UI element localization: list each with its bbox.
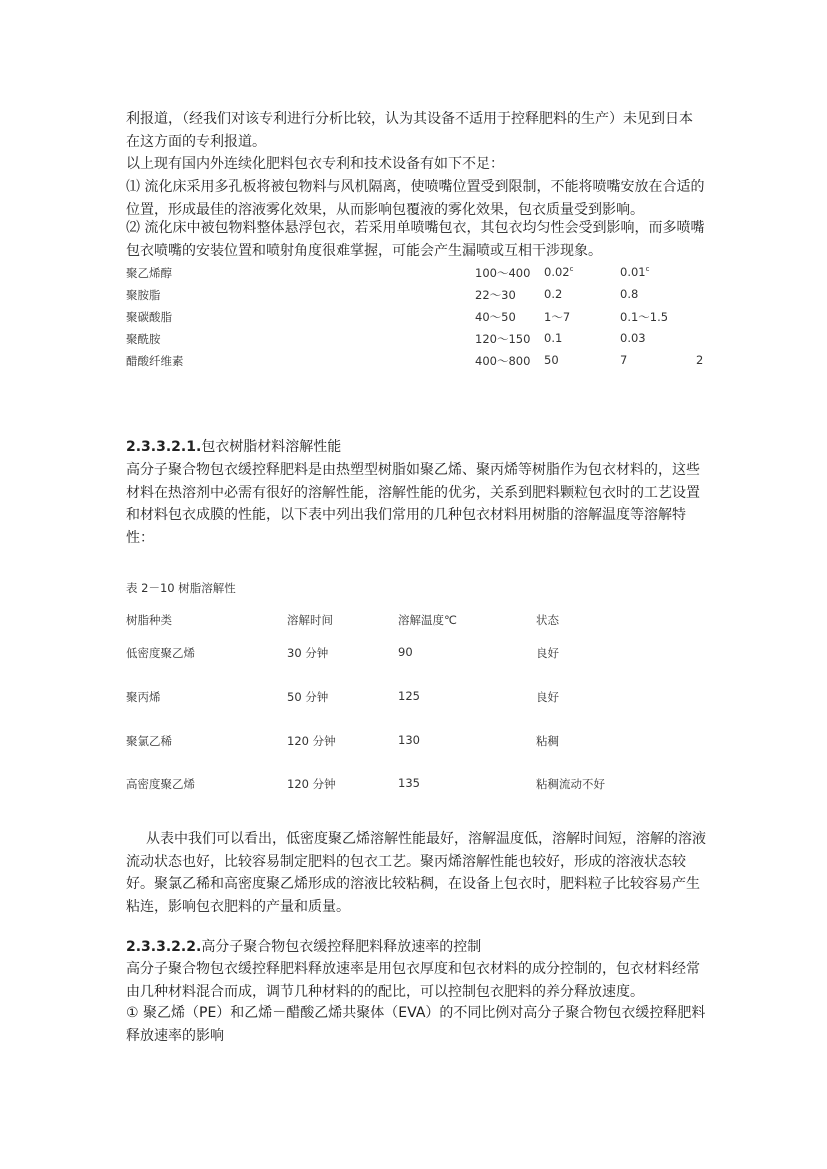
fragment-v2: 0.8 xyxy=(620,287,639,301)
table-cell: 90 xyxy=(398,645,413,659)
shortcoming-text: 流化床中被包物料整体悬浮包衣，若采用单喷嘴包衣，其包衣均匀性会受到影响，而多喷嘴包衣喷嘴的安装位置和喷射角度很难掌握，可能会产生漏喷或互相干涉现象。 xyxy=(126,220,705,259)
fragment-range: 40～50 xyxy=(475,310,516,324)
fragment-v1: 1～7 xyxy=(544,310,571,324)
fragment-v2: 0.1～1.5 xyxy=(620,310,669,324)
fragment-name: 醋酸纤维素 xyxy=(126,354,184,368)
fragment-name: 聚酰胺 xyxy=(126,332,161,346)
fragment-range: 100～400 xyxy=(475,266,531,280)
fragment-v1: 0.2 xyxy=(544,287,563,301)
fragment-v3: 2 xyxy=(696,353,704,367)
table-cell: 50 分钟 xyxy=(287,690,329,704)
table-cell: 120 分钟 xyxy=(287,777,336,791)
table-cell: 135 xyxy=(398,776,420,790)
fragment-name: 聚胺脂 xyxy=(126,288,161,302)
table-cell: 粘稠 xyxy=(536,734,559,748)
section-number: 2.3.3.2.1. xyxy=(126,439,202,455)
section-heading-1 xyxy=(126,436,341,458)
fragment-v1: 0.02$^c$ xyxy=(544,265,574,279)
table-cell: 良好 xyxy=(536,690,559,704)
list-marker: ⑴ xyxy=(126,179,140,195)
section-2-body: 高分子聚合物包衣缓控释肥料释放速率是用包衣厚度和包衣材料的成分控制的，包衣材料经常由几种材料混合而成，调节几种材料的的配比，可以控制包衣肥料的养分释放速度。 xyxy=(126,961,700,1000)
table-header: 树脂种类 xyxy=(126,613,172,627)
table-cell: 高密度聚乙烯 xyxy=(126,777,195,791)
table-cell: 良好 xyxy=(536,646,559,660)
intro-paragraph-2: 以上现有国内外连续化肥料包衣专利和技术设备有如下不足： xyxy=(126,156,504,172)
fragment-v2: 0.03 xyxy=(620,331,646,345)
table-cell: 粘稠流动不好 xyxy=(536,777,605,791)
section-1-body: 高分子聚合物包衣缓控释肥料是由热塑型树脂如聚乙烯、聚丙烯等树脂作为包衣材料的，这些材料在热溶剂中必需有很好的溶解性能，溶解性能的优劣，关系到肥料颗粒包衣时的工艺设置和材料包衣成膜的性能，以下表中列出我们常用的几种包衣材料用树脂的溶解温度等溶解特性： xyxy=(126,462,700,547)
fragment-name: 聚碳酸脂 xyxy=(126,310,172,324)
list-marker: ⑵ xyxy=(126,220,140,236)
table-cell: 低密度聚乙烯 xyxy=(126,646,195,660)
intro-paragraph-1: 利报道，（经我们对该专利进行分析比较，认为其设备不适用于控释肥料的生产）未见到日本在这方面的专利报道。 xyxy=(126,111,693,150)
fragment-range: 400～800 xyxy=(475,354,531,368)
shortcoming-item-2 xyxy=(126,217,706,262)
table-cell: 聚氯乙稀 xyxy=(126,734,172,748)
section-2-item: ① 聚乙烯（PE）和乙烯－醋酸乙烯共聚体（EVA）的不同比例对高分子聚合物包衣缓控释肥料释放速率的影响 xyxy=(126,1005,706,1044)
table-cell: 125 xyxy=(398,689,420,703)
table-cell: 120 分钟 xyxy=(287,734,336,748)
table-header: 溶解温度℃ xyxy=(398,613,457,627)
shortcoming-item-1 xyxy=(126,176,706,221)
table-cell: 130 xyxy=(398,733,420,747)
table-header: 溶解时间 xyxy=(287,613,333,627)
fragment-name: 聚乙烯醇 xyxy=(126,266,172,280)
table-caption: 表 2－10 树脂溶解性 xyxy=(126,581,236,595)
section-number: 2.3.3.2.2. xyxy=(126,939,202,955)
section-heading-2 xyxy=(126,936,481,958)
fragment-v2: 0.01$^c$ xyxy=(620,265,650,279)
table-cell: 聚丙烯 xyxy=(126,690,161,704)
fragment-v2: 7 xyxy=(620,353,628,367)
shortcoming-text: 流化床采用多孔板将被包物料与风机隔离，使喷嘴位置受到限制，不能将喷嘴安放在合适的位置，形成最佳的溶液雾化效果，从而影响包覆液的雾化效果，包衣质量受到影响。 xyxy=(126,179,705,218)
fragment-v1: 50 xyxy=(544,353,559,367)
table-header: 状态 xyxy=(536,613,559,627)
fragment-v1: 0.1 xyxy=(544,331,563,345)
section-title: 高分子聚合物包衣缓控释肥料释放速率的控制 xyxy=(201,939,482,955)
section-title: 包衣树脂材料溶解性能 xyxy=(201,439,342,455)
fragment-range: 120～150 xyxy=(475,332,531,346)
table-cell: 30 分钟 xyxy=(287,646,329,660)
fragment-range: 22～30 xyxy=(475,288,516,302)
analysis-paragraph: 从表中我们可以看出，低密度聚乙烯溶解性能最好，溶解温度低，溶解时间短，溶解的溶液流动状态也好，比较容易制定肥料的包衣工艺。聚丙烯溶解性能也较好，形成的溶液状态较好。聚氯乙稀和高密度聚乙烯形成的溶液比较粘稠，在设备上包衣时，肥料粒子比较容易产生粘连，影响包衣肥料的产量和质量。 xyxy=(126,831,706,916)
